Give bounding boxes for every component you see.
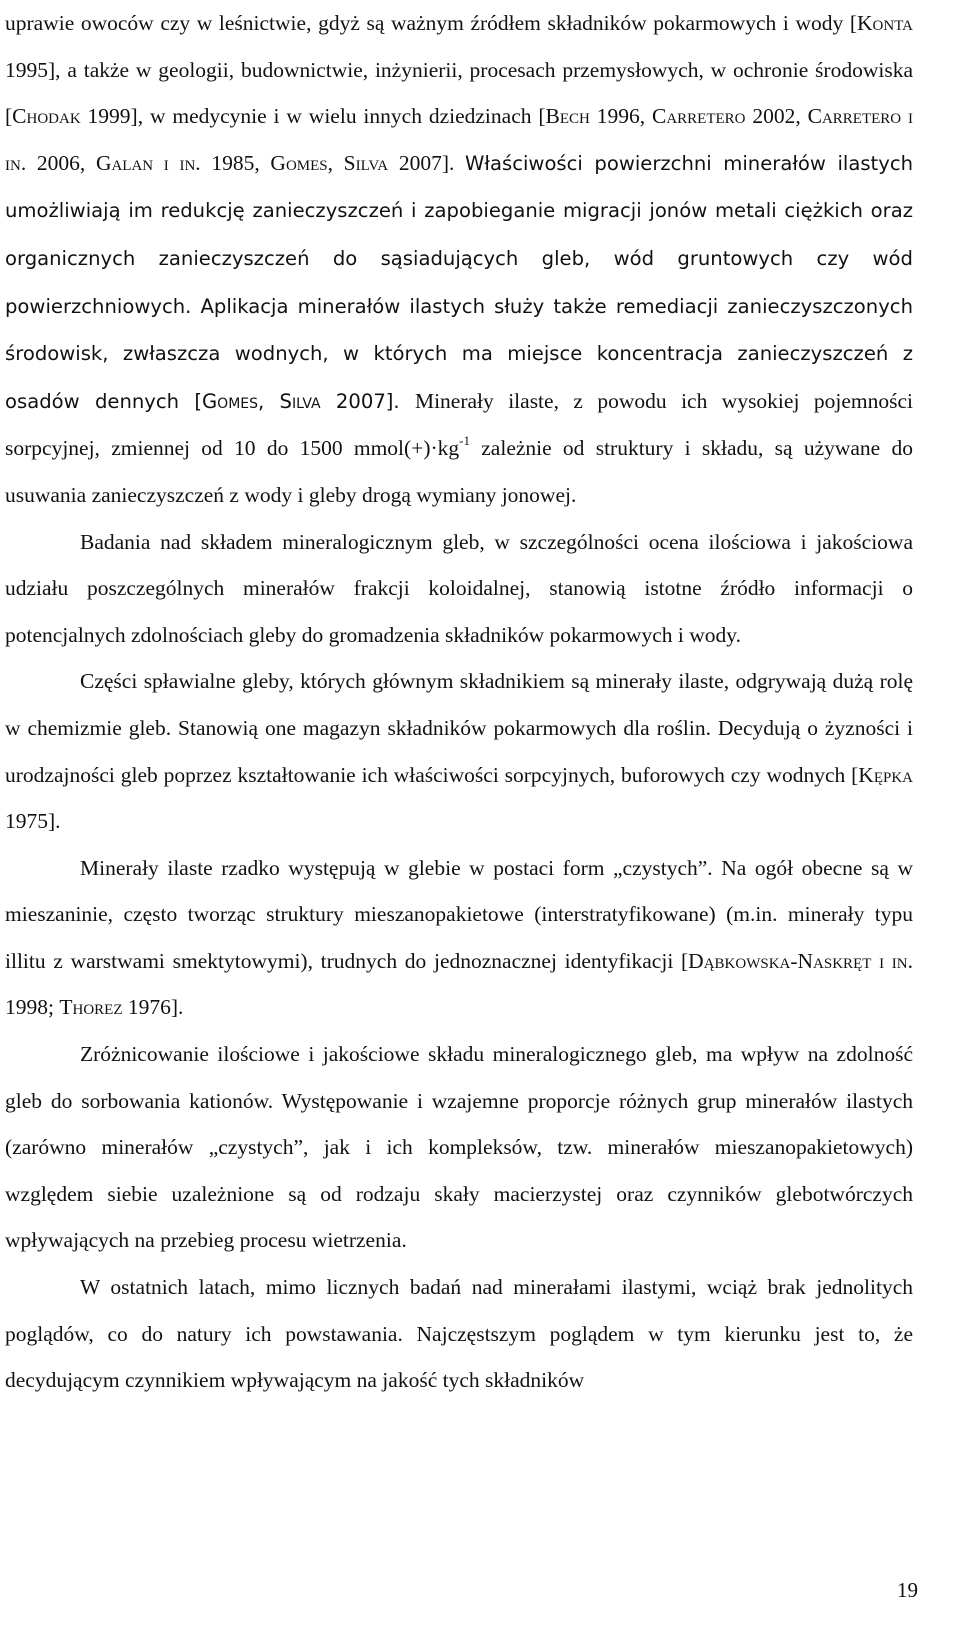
text-run: 2007].	[388, 150, 466, 175]
citation-author: Carretero	[651, 104, 746, 129]
text-run: uprawie owoców czy w leśnictwie, gdyż są ważnym źródłem składników pokarmowych i wody [	[5, 11, 857, 35]
text-run: 1985,	[200, 150, 271, 175]
citation-author: Gomes, Silva	[270, 150, 389, 175]
text-run: 1995], a także w geologii, budownictwie, inżynierii, procesach przemysłowych, w ochronie środowiska [	[5, 57, 913, 129]
text-run: 2002,	[745, 104, 808, 129]
document-body	[5, 0, 913, 1404]
text-run: 1998;	[5, 995, 60, 1020]
citation-author: Bech	[545, 104, 590, 129]
text-run: 1996,	[589, 104, 652, 129]
text-run: Minerały ilaste rzadko występują w glebie w postaci form „czystych”. Na ogół obecne są w mieszaninie, często tworząc struktury mieszanopakietowe (interstratyfikowane) (m.in. minerały typu illitu z warstwami smektytowymi), trudnych do jednoznacznej identyfikacji [	[5, 855, 913, 973]
paragraph	[5, 0, 913, 519]
paragraph	[5, 1264, 913, 1404]
paragraph	[5, 658, 913, 844]
text-run: W ostatnich latach, mimo licznych badań nad minerałami ilastymi, wciąż brak jednolitych poglądów, co do natury ich powstawania. Najczęstszym poglądem w tym kierunku jest to, że decydującym czynnikiem wpływającym na jakość tych składników	[5, 1275, 913, 1393]
text-run: 1975].	[5, 809, 61, 834]
text-run: Właściwości powierzchni minerałów ilastych umożliwiają im redukcję zanieczyszczeń i zapobieganie migracji jonów metali ciężkich oraz organicznych zanieczyszczeń do sąsiadujących gleb, wód gruntowych czy wód powierzchniowych. Aplikacja minerałów ilastych służy także remediacji zanieczyszczonych środowisk, zwłaszcza wodnych, w których ma miejsce koncentracja zanieczyszczeń z osadów dennych [	[5, 151, 914, 413]
citation-author: Dąbkowska-Naskręt i in.	[688, 948, 913, 973]
text-run: 2007].	[320, 389, 415, 413]
text-run: Minerały ilaste, z powodu ich wysokiej pojemności sorpcyjnej, zmiennej od 10 do 1500 mmol(+)·kg	[5, 388, 913, 461]
text-run: zależnie od struktury i składu, są używane do usuwania zanieczyszczeń z wody i gleby drogą wymiany jonowej.	[5, 436, 913, 507]
citation-author: Konta	[857, 11, 913, 35]
paragraph	[5, 519, 913, 659]
citation-author: Gomes, Silva	[202, 389, 321, 413]
superscript: -1	[459, 433, 470, 449]
citation-author: Carretero i in.	[5, 104, 913, 175]
citation-author: Kępka	[858, 762, 913, 787]
paragraph	[5, 1031, 913, 1264]
text-run: 2006,	[26, 150, 96, 175]
paragraph	[5, 845, 913, 1031]
citation-author: Galan i in.	[95, 150, 201, 175]
citation-author: Chodak	[12, 104, 81, 129]
page-number: 19	[897, 1578, 918, 1602]
text-run: Zróżnicowanie ilościowe i jakościowe składu mineralogicznego gleb, ma wpływ na zdolność gleb do sorbowania kationów. Występowanie i wzajemne proporcje różnych grup minerałów ilastych (zarówno minerałów „czystych”, jak i ich kompleksów, tzw. minerałów mieszanopakietowych) względem siebie uzależnione są od rodzaju skały macierzystej oraz czynników glebotwórczych wpływających na przebieg procesu wietrzenia.	[5, 1042, 913, 1253]
text-run: Badania nad składem mineralogicznym gleb, w szczególności ocena ilościowa i jakościowa udziału poszczególnych minerałów frakcji koloidalnej, stanowią istotne źródło informacji o potencjalnych zdolnościach gleby do gromadzenia składników pokarmowych i wody.	[5, 529, 913, 647]
citation-author: Thorez	[59, 995, 123, 1020]
text-run: Części spławialne gleby, których głównym składnikiem są minerały ilaste, odgrywają dużą rolę w chemizmie gleb. Stanowią one magazyn składników pokarmowych dla roślin. Decydują o żyzności i urodzajności gleb poprzez kształtowanie ich właściwości sorpcyjnych, buforowych czy wodnych [	[5, 669, 913, 787]
text-run: 1999], w medycynie i w wielu innych dziedzinach [	[80, 104, 546, 129]
text-run: 1976].	[122, 995, 184, 1020]
